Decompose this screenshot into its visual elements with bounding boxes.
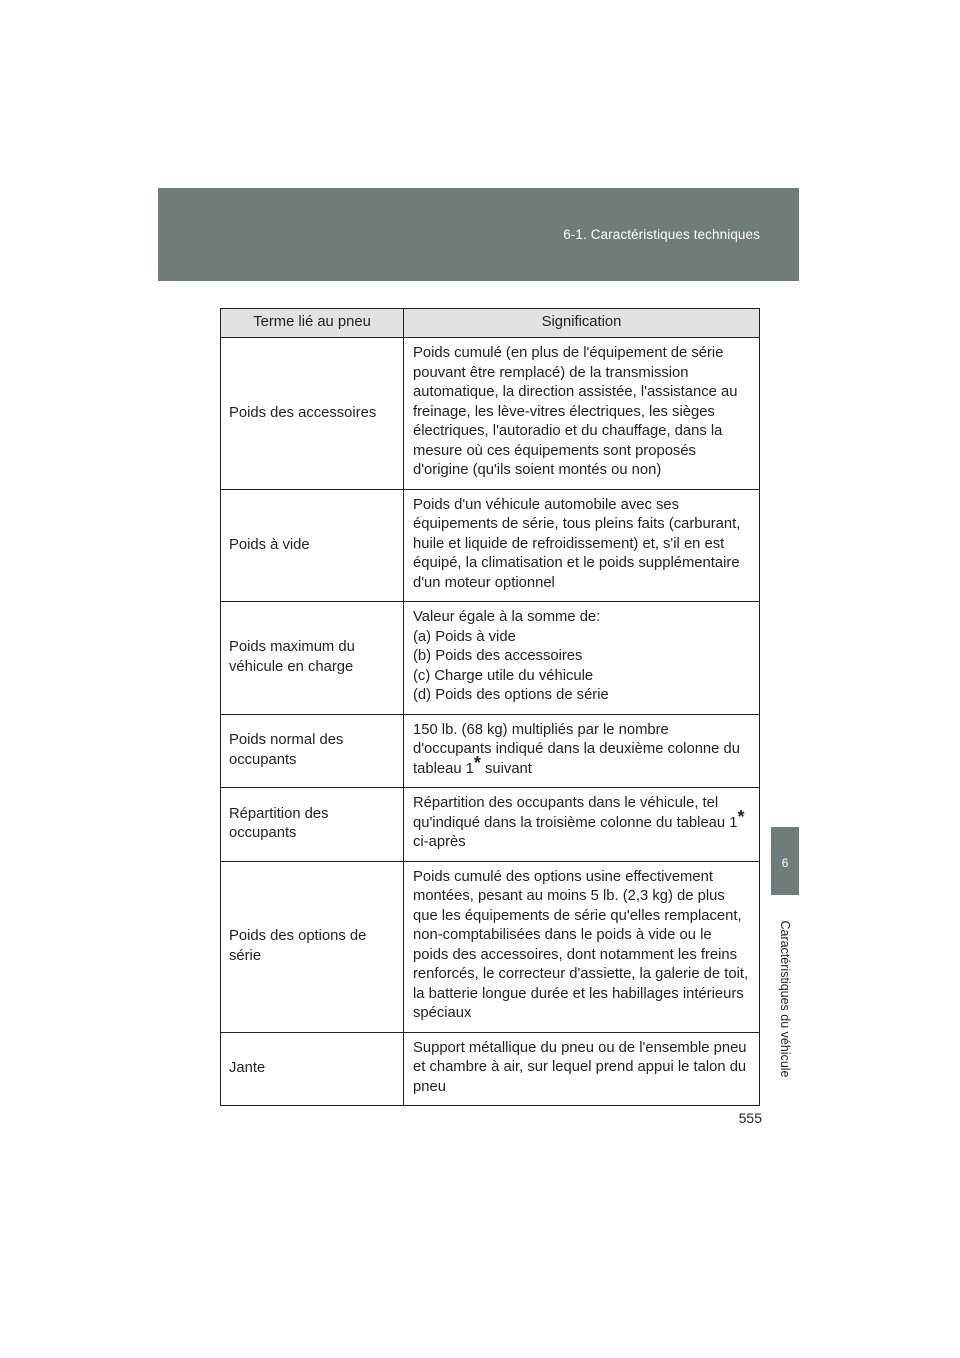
page-number: 555 <box>738 1110 762 1126</box>
term-cell: Poids à vide <box>221 489 404 602</box>
footnote-star: * <box>737 806 745 827</box>
table-row <box>221 714 760 788</box>
section-header-band <box>158 188 799 281</box>
meaning-text: Répartition des occupants dans le véhicule, tel qu'indiqué dans la troisième colonne du tableau 1 <box>413 795 738 831</box>
term-cell: Poids des accessoires <box>221 338 404 490</box>
meaning-cell: Support métallique du pneu ou de l'ensemble pneu et chambre à air, sur lequel prend appui le talon du pneu <box>404 1032 760 1106</box>
chapter-number: 6 <box>781 856 789 870</box>
section-title: 6-1. Caractéristiques techniques <box>563 227 760 242</box>
meaning-cell <box>404 602 760 715</box>
table-row <box>221 861 760 1032</box>
term-cell: Poids des options de série <box>221 861 404 1032</box>
meaning-list-item: (d) Poids des options de série <box>413 687 609 703</box>
chapter-side-label: Caractéristiques du véhicule <box>778 920 792 1078</box>
meaning-cell: Poids d'un véhicule automobile avec ses équipements de série, tous pleins faits (carburant, huile et liquide de refroidissement) et, s'il en est équipé, la climatisation et le poids supplémentaire d'un moteur optionnel <box>404 489 760 602</box>
tire-terms-table <box>220 308 760 1106</box>
term-cell: Jante <box>221 1032 404 1106</box>
term-cell: Poids normal des occupants <box>221 714 404 788</box>
meaning-list-item: (c) Charge utile du véhicule <box>413 667 594 684</box>
chapter-tab <box>771 827 799 895</box>
footnote-star: * <box>473 752 481 773</box>
column-header-meaning: Signification <box>404 309 760 338</box>
table-row <box>221 788 760 862</box>
meaning-cell: Poids cumulé (en plus de l'équipement de série pouvant être remplacé) de la transmission automatique, la direction assistée, l'assistance au freinage, les lève-vitres électriques, les sièges électriques, l'autoradio et du chauffage, dans la mesure où ces équipements sont proposés d'origine (qu'ils soient montés ou non) <box>404 338 760 490</box>
meaning-cell <box>404 714 760 788</box>
meaning-cell <box>404 788 760 862</box>
meaning-text-end: ci-après <box>413 834 466 850</box>
column-header-term: Terme lié au pneu <box>221 309 404 338</box>
meaning-list-item: (b) Poids des accessoires <box>413 648 583 664</box>
meaning-text-end: suivant <box>480 760 532 777</box>
table-row <box>221 489 760 602</box>
term-cell: Poids maximum du véhicule en charge <box>221 602 404 715</box>
meaning-text: 150 lb. (68 kg) multipliés par le nombre d'occupants indiqué dans la deuxième colonne du tableau 1 <box>413 721 740 777</box>
table-row <box>221 602 760 715</box>
term-cell: Répartition des occupants <box>221 788 404 862</box>
meaning-cell: Poids cumulé des options usine effectivement montées, pesant au moins 5 lb. (2,3 kg) de plus que les équipements de série qu'elles remplacent, non-comptabilisées dans le poids à vide ou le poids des accessoires, dont notamment les freins renforcés, le correcteur d'assiette, la galerie de toit, la batterie longue durée et les habillages intérieurs spéciaux <box>404 861 760 1032</box>
table-row <box>221 1032 760 1106</box>
meaning-list-item: (a) Poids à vide <box>413 628 516 645</box>
table-header-row <box>221 309 760 338</box>
table-row <box>221 338 760 490</box>
meaning-intro: Valeur égale à la somme de: <box>413 609 601 625</box>
